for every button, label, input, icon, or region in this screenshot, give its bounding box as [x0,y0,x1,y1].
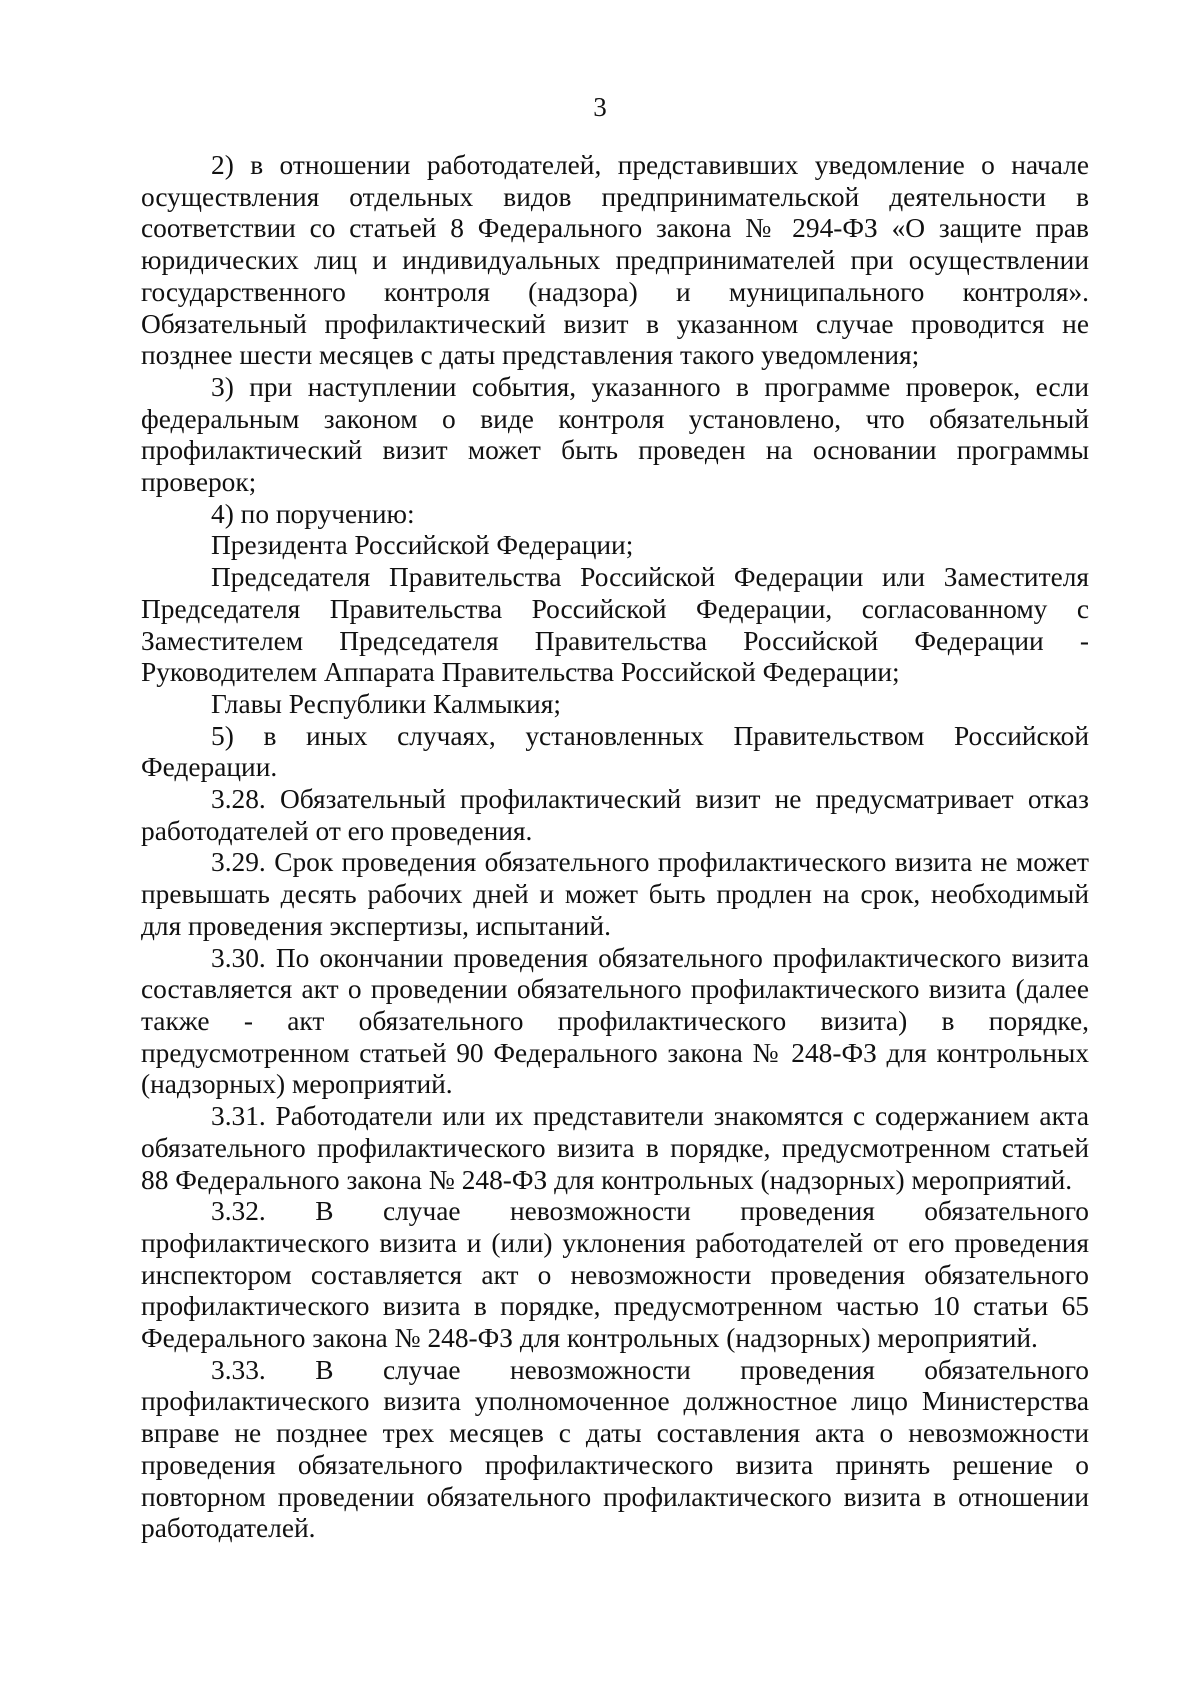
paragraph-government-chair: Председателя Правительства Российской Федерации или Заместителя Председателя Правительства Российской Федерации, согласованному с Заместителем Председателя Правительства Российской Федерации - Руководителем Аппарата Правительства Российской Федерации; [141,562,1089,688]
paragraph-3-30: 3.30. По окончании проведения обязательного профилактического визита составляется акт о проведении обязательного профилактического визита (далее также - акт обязательного профилактического визита) в порядке, предусмотренном статьей 90 Федерального закона № 248-ФЗ для контрольных (надзорных) мероприятий. [141,942,1089,1100]
paragraph-item-4: 4) по поручению: [211,498,415,529]
paragraph-3-32: 3.32. В случае невозможности проведения обязательного профилактического визита и (или) уклонения работодателей от его проведения инспектором составляется акт о невозможности проведения обязательного профилактического визита в порядке, предусмотренном частью 10 статьи 65 Федерального закона № 248-ФЗ для контрольных (надзорных) мероприятий. [141,1196,1089,1354]
paragraph-3-33: 3.33. В случае невозможности проведения обязательного профилактического визита уполномоченное должностное лицо Министерства вправе не позднее трех месяцев с даты составления акта о невозможности проведения обязательного профилактического визита принять решение о повторном проведении обязательного профилактического визита в отношении работодателей. [141,1354,1089,1544]
paragraph-item-2: 2) в отношении работодателей, представивших уведомление о начале осуществления отдельных видов предпринимательской деятельности в соответствии со статьей 8 Федерального закона № 294-ФЗ «О защите прав юридических лиц и индивидуальных предпринимателей при осуществлении государственного контроля (надзора) и муниципального контроля». Обязательный профилактический визит в указанном случае проводится не позднее шести месяцев с даты представления такого уведомления; [141,150,1089,371]
paragraph-3-28: 3.28. Обязательный профилактический визит не предусматривает отказ работодателей от его проведения. [141,784,1089,846]
paragraph-item-5: 5) в иных случаях, установленных Правительством Российской Федерации. [141,720,1089,783]
document-body [141,150,1089,1545]
paragraph-item-3: 3) при наступлении события, указанного в программе проверок, если федеральным законом о виде контроля установлено, что обязательный профилактический визит может быть проведен на основании программы проверок; [141,371,1089,498]
paragraph-president: Президента Российской Федерации; [211,530,634,561]
page-number: 3 [593,92,607,122]
paragraph-3-31: 3.31. Работодатели или их представители знакомятся с содержанием акта обязательного профилактического визита в порядке, предусмотренном статьей 88 Федерального закона № 248-ФЗ для контрольных (надзорных) мероприятий. [141,1101,1089,1195]
paragraph-head-of-republic: Главы Республики Калмыкия; [211,688,561,719]
paragraph-3-29: 3.29. Срок проведения обязательного профилактического визита не может превышать десять рабочих дней и может быть продлен на срок, необходимый для проведения экспертизы, испытаний. [141,847,1089,941]
